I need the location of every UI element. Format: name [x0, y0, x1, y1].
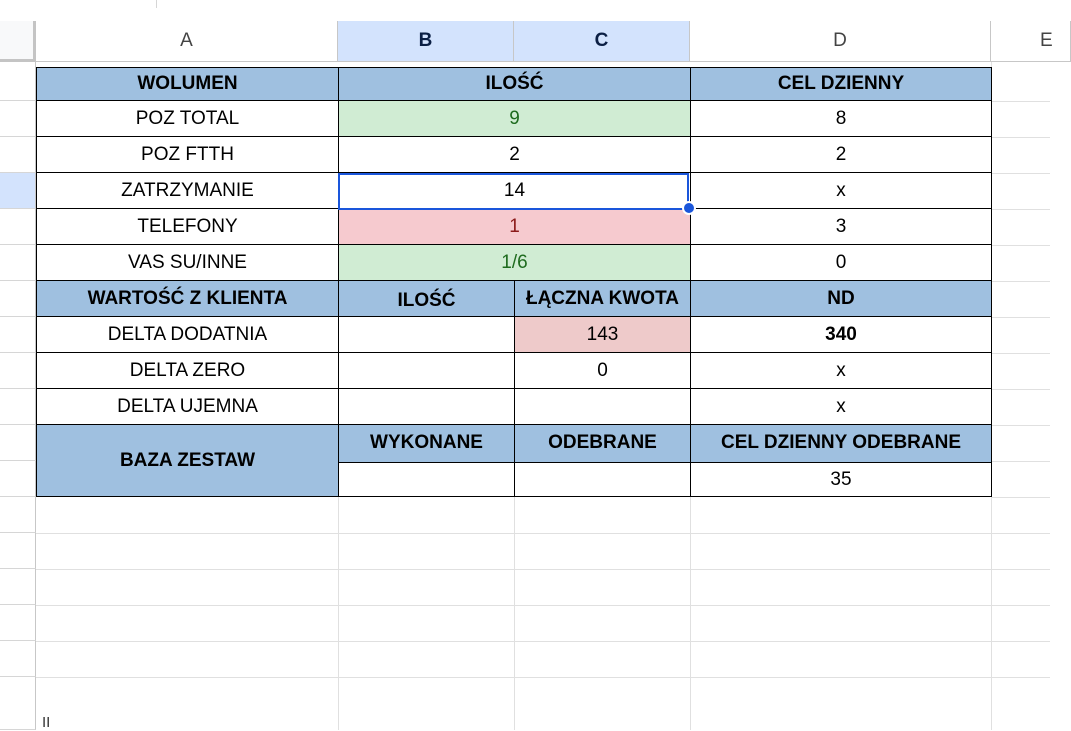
row-label-delta-zero[interactable]: DELTA ZERO: [36, 352, 339, 389]
select-all-corner[interactable]: [0, 21, 36, 62]
row-label-vas[interactable]: VAS SU/INNE: [36, 244, 339, 281]
gridline: [991, 209, 1050, 210]
delta-zero-kwota[interactable]: 0: [514, 352, 691, 389]
row-header[interactable]: [0, 281, 36, 317]
telefony-ilosc[interactable]: 1: [338, 208, 691, 245]
row-header[interactable]: [0, 605, 36, 641]
gridline: [991, 389, 1050, 390]
row-header[interactable]: [0, 353, 36, 389]
baza-zestaw-header[interactable]: BAZA ZESTAW: [36, 424, 339, 497]
row-header[interactable]: [0, 461, 36, 497]
cel-dzienny-odebrane-value[interactable]: 35: [690, 462, 992, 497]
row-header[interactable]: [0, 62, 36, 101]
vas-cel[interactable]: 0: [690, 244, 992, 281]
column-header-e[interactable]: E: [991, 21, 1071, 62]
nd-header[interactable]: ND: [690, 280, 992, 317]
row-label-poz-total[interactable]: POZ TOTAL: [36, 100, 339, 137]
poz-total-ilosc[interactable]: 9: [338, 100, 691, 137]
row-header[interactable]: [0, 173, 36, 209]
column-header-b[interactable]: B: [338, 21, 514, 62]
gridline: [991, 353, 1050, 354]
gridline: [338, 497, 339, 730]
row-header[interactable]: [0, 497, 36, 533]
gridline: [36, 569, 1050, 570]
cel-dzienny-header[interactable]: CEL DZIENNY: [690, 67, 992, 101]
gridline: [991, 101, 1050, 102]
row-header[interactable]: [0, 101, 36, 137]
gridline: [514, 497, 515, 730]
column-header-d[interactable]: D: [690, 21, 991, 62]
poz-total-cel[interactable]: 8: [690, 100, 992, 137]
wartosc-header[interactable]: WARTOŚĆ Z KLIENTA: [36, 280, 339, 317]
row-header[interactable]: [0, 569, 36, 605]
gridline: [991, 425, 1050, 426]
gridline: [991, 317, 1050, 318]
delta-dodatnia-nd[interactable]: 340: [690, 316, 992, 353]
laczna-kwota-header[interactable]: ŁĄCZNA KWOTA: [514, 280, 691, 317]
wartosc-ilosc-header[interactable]: ILOŚĆ: [338, 280, 515, 317]
row-header[interactable]: [0, 677, 36, 730]
row-label-telefony[interactable]: TELEFONY: [36, 208, 339, 245]
delta-ujemna-ilosc[interactable]: [338, 388, 515, 425]
delta-ujemna-kwota[interactable]: [514, 388, 691, 425]
row-header[interactable]: [0, 137, 36, 173]
delta-ujemna-nd[interactable]: x: [690, 388, 992, 425]
odebrane-value[interactable]: [514, 462, 691, 497]
column-header-c[interactable]: C: [514, 21, 690, 62]
delta-dodatnia-ilosc[interactable]: [338, 316, 515, 353]
delta-zero-nd[interactable]: x: [690, 352, 992, 389]
wykonane-value[interactable]: [338, 462, 515, 497]
gridline: [991, 497, 992, 730]
vas-ilosc[interactable]: 1/6: [338, 244, 691, 281]
row-header[interactable]: [0, 533, 36, 569]
row-header[interactable]: [0, 209, 36, 245]
cel-dzienny-odebrane-header[interactable]: CEL DZIENNY ODEBRANE: [690, 424, 992, 463]
poz-ftth-cel[interactable]: 2: [690, 136, 992, 173]
row-label-delta-ujemna[interactable]: DELTA UJEMNA: [36, 388, 339, 425]
delta-zero-ilosc[interactable]: [338, 352, 515, 389]
fill-handle[interactable]: [682, 201, 696, 215]
gridline: [991, 137, 1050, 138]
delta-dodatnia-kwota[interactable]: 143: [514, 316, 691, 353]
partial-cell-text: II: [42, 714, 51, 731]
gridline: [690, 497, 691, 730]
gridline: [36, 533, 1050, 534]
row-header[interactable]: [0, 245, 36, 281]
row-label-zatrzymanie[interactable]: ZATRZYMANIE: [36, 172, 339, 209]
gridline: [36, 641, 1050, 642]
row-header[interactable]: [0, 641, 36, 677]
column-header-a[interactable]: A: [36, 21, 338, 62]
toolbar-divider: [156, 0, 157, 8]
wolumen-header[interactable]: WOLUMEN: [36, 67, 339, 101]
gridline: [991, 245, 1050, 246]
row-label-delta-dodatnia[interactable]: DELTA DODATNIA: [36, 316, 339, 353]
gridline: [991, 281, 1050, 282]
odebrane-header[interactable]: ODEBRANE: [514, 424, 691, 463]
gridline: [991, 461, 1050, 462]
row-label-poz-ftth[interactable]: POZ FTTH: [36, 136, 339, 173]
poz-ftth-ilosc[interactable]: 2: [338, 136, 691, 173]
toolbar-remnant: [0, 0, 1050, 21]
gridline: [991, 497, 1050, 498]
gridline: [991, 173, 1050, 174]
zatrzymanie-cel[interactable]: x: [690, 172, 992, 209]
wykonane-header[interactable]: WYKONANE: [338, 424, 515, 463]
zatrzymanie-ilosc[interactable]: 14: [338, 172, 691, 209]
row-header[interactable]: [0, 317, 36, 353]
ilosc-header[interactable]: ILOŚĆ: [338, 67, 691, 101]
gridline: [36, 677, 1050, 678]
telefony-cel[interactable]: 3: [690, 208, 992, 245]
row-header[interactable]: [0, 425, 36, 461]
gridline: [36, 605, 1050, 606]
row-header[interactable]: [0, 389, 36, 425]
